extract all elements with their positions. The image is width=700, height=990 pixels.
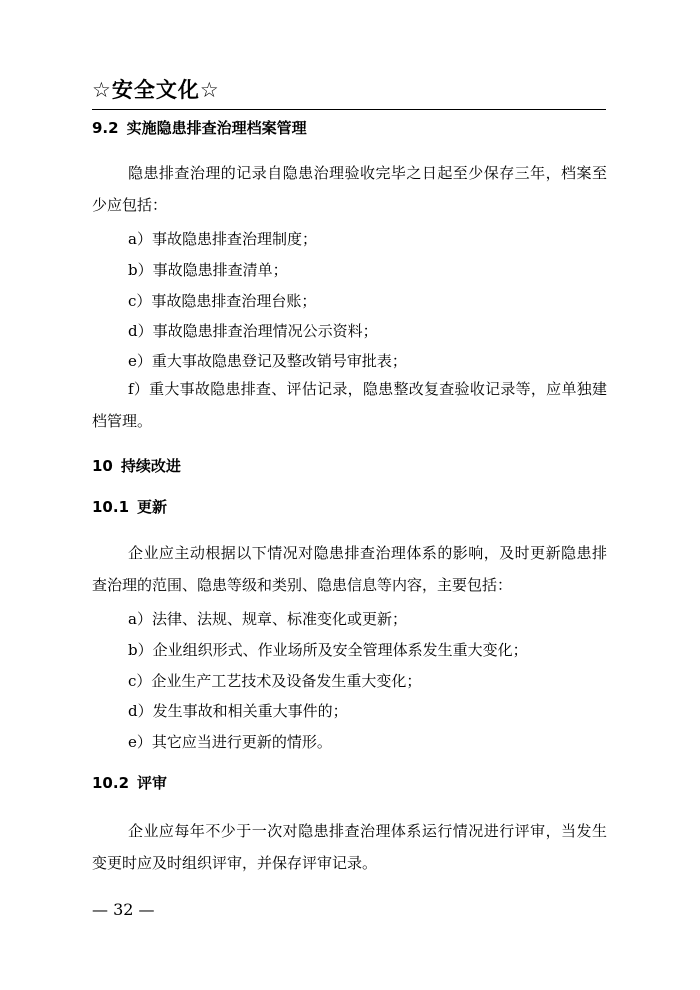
section-number: 9.2 <box>92 119 119 137</box>
list-item: a）事故隐患排查治理制度； <box>128 230 317 248</box>
section-heading-10-1 <box>92 496 167 517</box>
list-item: c）事故隐患排查治理台账； <box>128 292 317 310</box>
list-item: b）事故隐患排查清单； <box>128 261 288 279</box>
page-number: — 32 — <box>92 900 155 919</box>
section-heading-10-2 <box>92 772 167 793</box>
section-heading-10 <box>92 455 181 476</box>
list-item: f）重大事故隐患排查、评估记录，隐患整改复查验收记录等，应单独建档管理。 <box>92 380 607 430</box>
section-9-2-intro: 隐患排查治理的记录自隐患治理验收完毕之日起至少保存三年，档案至少应包括： <box>92 164 607 214</box>
section-number: 10.2 <box>92 774 130 792</box>
list-item: e）重大事故隐患登记及整改销号审批表； <box>128 352 407 370</box>
list-item: a）法律、法规、规章、标准变化或更新； <box>128 610 407 628</box>
section-title: 实施隐患排查治理档案管理 <box>126 119 307 137</box>
section-title: 更新 <box>137 498 168 516</box>
header-title: ☆安全文化☆ <box>92 78 220 102</box>
list-item: e）其它应当进行更新的情形。 <box>128 733 332 751</box>
list-item: d）事故隐患排查治理情况公示资料； <box>128 322 378 340</box>
section-10-1-intro: 企业应主动根据以下情况对隐患排查治理体系的影响，及时更新隐患排查治理的范围、隐患等级和类别、隐患信息等内容，主要包括： <box>92 544 607 594</box>
section-10-2-body: 企业应每年不少于一次对隐患排查治理体系运行情况进行评审，当发生变更时应及时组织评审，并保存评审记录。 <box>92 822 607 872</box>
list-item: d）发生事故和相关重大事件的； <box>128 702 348 720</box>
header-divider <box>92 109 606 110</box>
section-number: 10.1 <box>92 498 130 516</box>
list-item: c）企业生产工艺技术及设备发生重大变化； <box>128 672 422 690</box>
section-title: 持续改进 <box>120 457 181 475</box>
section-heading-9-2 <box>92 117 307 138</box>
section-number: 10 <box>92 457 113 475</box>
section-title: 评审 <box>137 774 168 792</box>
list-item: b）企业组织形式、作业场所及安全管理体系发生重大变化； <box>128 641 528 659</box>
